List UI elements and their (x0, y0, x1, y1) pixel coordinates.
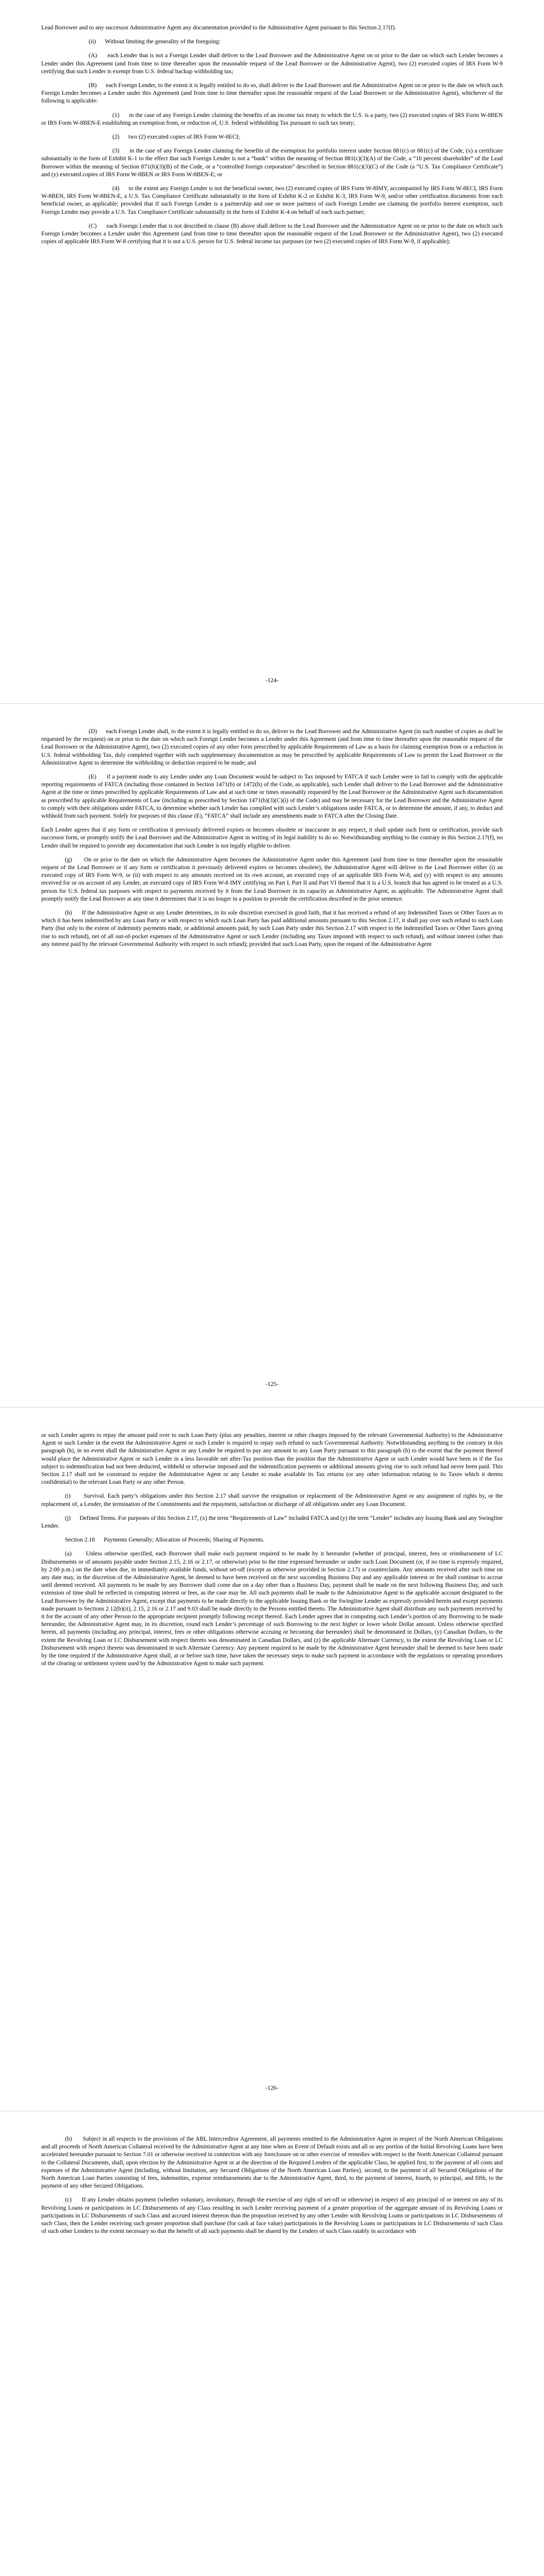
document-page-125 (0, 704, 544, 1407)
paragraph: (D) each Foreign Lender shall, to the extent it is legally entitled to do so, deliver to the Lead Borrower and the Administrative Agent (in such number of copies as shall be requested by the recipient) on or prior to the date on which such Foreign Lender becomes a Lender under this Agreement (and from time to time thereafter upon the reasonable request of the Lead Borrower or the Administrative Agent), two (2) executed copies of any other form prescribed by applicable Requirements of Law as a basis for claiming exemption from or a reduction in U.S. federal withholding Tax, duly completed together with such supplementary documentation as may be prescribed by applicable Requirements of Law to permit the Lead Borrower or the Administrative Agent to determine the withholding or deduction required to be made; and (41, 728, 503, 766)
section-heading: Section 2.18 Payments Generally; Allocation of Proceeds; Sharing of Payments. (65, 1536, 265, 1544)
paragraph: (c) If any Lender obtains payment (whether voluntary, involuntary, through the exercise of any right of set-off or otherwise) in respect of any principal of or interest on any of its Revolving Loans or participations in LC Disbursements of any Class resulting in such Lender receiving payment of a greater proportion of the aggregate amount of its Revolving Loans or participations in LC Disbursements of such Class and accrued interest thereon than the proportion received by any other Lender with Revolving Loans or participations in LC Disbursements of such Class, then the Lender receiving such greater proportion shall purchase (for cash at face value) participations in the Revolving Loans or participations in LC Disbursements of such Class of such other Lenders to the extent necessary so that the benefit of all such payments shall be shared by the Lenders of such Class ratably in accordance with (41, 2196, 503, 2235)
paragraph: Each Lender agrees that if any form or certification it previously delivered expires or becomes obsolete or inaccurate in any respect, it shall update such form or certification, provide such successor form, or promptly notify the Lead Borrower and the Administrative Agent in writing of its legal inability to do so. Notwithstanding anything to the contrary in this Section 2.17(f), no Lender shall be required to provide any documentation that such Lender is not legally eligible to deliver. (41, 826, 503, 849)
document-page-127 (0, 2111, 544, 2576)
document-page-124 (0, 0, 544, 703)
paragraph: (a) Unless otherwise specified, each Borrower shall make each payment required to be made by it hereunder (whether of principal, interest, fees or reimbursement of LC Disbursements or of amounts payable under Section 2.15, 2.16 or 2.17, or otherwise) prior to the time expressed hereunder or under such Loan Document (or, if no time is expressly required, by 2:00 p.m.) on the date when due, in immediately available funds, without set-off (except as otherwise provided in Section 2.17) or counterclaim. Any amounts received after such time on any date may, in the discretion of the Administrative Agent, be deemed to have been received on the next succeeding Business Day and any applicable interest or fee shall continue to accrue until deemed received. All payments to be made by any Borrower shall come due on a day other than a Business Day, payment shall be made on the next following Business Day, and such extension of time shall be reflected in computing interest or fees, as the case may be. All such payments shall be made to the Administrative Agent to the applicable account designated to the Lead Borrower by the Administrative Agent, except that payments to be made directly to the applicable Issuing Bank or the Swingline Lender as expressly provided herein and except payments made pursuant to Sections 2.12(b)(ii), 2.15, 2.16 or 2.17 and 9.03 shall be made directly to the Persons entitled thereto. The Administrative Agent shall distribute any such payments received by it for the account of any other Person to the appropriate recipient promptly following receipt thereof. Each Lender agrees that in computing such Lender’s portion of any Borrowing to be made hereunder, the Administrative Agent may, in its discretion, round each Lender’s percentage of such Borrowing to the next higher or lower whole Dollar amount. Unless otherwise specified herein, all payments (including any principal, interest, fees or other obligations otherwise accruing or becoming due hereunder) shall be denominated in Dollars, (y) Canadian Dollars, to the extent the Revolving Loan or LC Disbursement with respect thereto was denominated in Canadian Dollars, and (z) the applicable Alternate Currency, to the extent the Revolving Loan or LC Disbursement with respect thereto was denominated in such Alternate Currency. Any payment required to be made by the Administrative Agent hereunder shall be deemed to have been made by the time required if the Administrative Agent shall, at or before such time, have taken the necessary steps to make such payment in accordance with the regulations or operating procedures of the clearing or settlement system used by the Administrative Agent to make such payment. (41, 1550, 503, 1667)
paragraph: (b) Subject in all respects to the provisions of the ABL Intercreditor Agreement, all payments remitted to the Administrative Agent in respect of the North American Obligations and all proceeds of North American Collateral received by the Administrative Agent at any time when an Event of Default exists and all or any portion of the Initial Revolving Loans have been accelerated hereunder pursuant to Section 7.01 or otherwise received in connection with any foreclosure on or other exercise of remedies with respect to the North American Collateral pursuant to the Collateral Documents, shall, upon election by the Administrative Agent or at the direction of the Required Lenders of the applicable Class, be applied first, to the payment of all costs and expenses of the Administrative Agent (including, without limitation, any Secured Obligations of the North American Loan Parties), second, to the payment of all Secured Obligations of the North American Loan Parties consisting of fees, indemnities, expense reimbursements due to the Administrative Agent, third, to the payment of interest, fourth, to principal, and fifth, to the payment of any other Secured Obligations. (41, 2136, 503, 2190)
paragraph: (E) if a payment made to any Lender under any Loan Document would be subject to Tax imposed by FATCA if such Lender were to fail to comply with the applicable reporting requirements of FATCA (including those contained in Section 1471(b) or 1472(b) of the Code, as applicable), such Lender shall deliver to the Lead Borrower and the Administrative Agent at the time or times prescribed by applicable Requirements of Law and at such time or times reasonably requested by the Lead Borrower or the Administrative Agent such documentation as prescribed by applicable Requirements of Law (including as prescribed by Section 1471(b)(3)(C)(i) of the Code) and may be necessary for the Lead Borrower and the Administrative Agent to comply with their obligations under FATCA, to determine whether such Lender has complied with such Lender’s obligations under FATCA, or to determine the amount, if any, to deduct and withhold from such payment. Solely for purposes of this clause (E), “FATCA” shall include any amendments made to FATCA after the Closing Date. (41, 773, 503, 820)
page-number: -124- (265, 677, 279, 684)
document-page-126 (0, 1408, 544, 2111)
paragraph: (1) in the case of any Foreign Lender claiming the benefits of an income tax treaty to which the U.S. is a party, two (2) executed copies of IRS Form W-8BEN or IRS Form W-8BEN-E establishing an exemption from, or reduction of, U.S. federal withholding Tax pursuant to such tax treaty; (41, 111, 503, 126)
paragraph: (C) each Foreign Lender that is not described in clause (B) above shall deliver to the Lead Borrower and the Administrative Agent on or prior to the date on which such Foreign Lender becomes a Lender under this Agreement (and from time to time thereafter upon the reasonable request of the Lead Borrower or the Administrative Agent), two (2) executed copies of applicable IRS Form W-8 certifying that it is not a U.S. person for U.S. federal income tax purposes (or two (2) executed copies of IRS Form W-9, if applicable); (41, 222, 503, 245)
page-text (41, 1431, 503, 1673)
paragraph: (3) in the case of any Foreign Lender claiming the benefits of the exemption for portfolio interest under Section 881(c) or 881(c) of the Code, (x) a certificate substantially in the form of Exhibit K-1 to the effect that such Foreign Lender is not a “bank” within the meaning of Section 881(c)(3)(A) of the Code, a “10 percent shareholder” of the Lead Borrower within the meaning of Section 871(h)(3)(B) of the Code, or a “controlled foreign corporation” described in Section 881(c)(3)(C) of the Code (a “U.S. Tax Compliance Certificate”) and (y) executed copies of IRS Form W-8BEN or IRS Form W-8BEN-E; or (41, 147, 503, 178)
paragraph: or such Lender agrees to repay the amount paid over to such Loan Party (plus any penalties, interest or other charges imposed by the relevant Governmental Authority) to the Administrative Agent or such Lender in the event the Administrative Agent or such Lender is required to repay such refund to such Governmental Authority. Notwithstanding anything to the contrary in this paragraph (h), in no event shall the Administrative Agent or any Lender be required to pay any amount to any Loan Party pursuant to this paragraph (h) to the extent that the payment thereof would place the Administrative Agent or such Lender in a less favorable net after-Tax position than the position that the Administrative Agent or such Lender would have been in if the Tax subject to indemnification had not been deducted, withheld or otherwise imposed and the indemnification payments or additional amounts giving rise to such refund had never been paid. This Section 2.17 shall not be construed to require the Administrative Agent or any Lender to make available its Tax returns (or any other information relating to its Taxes which it deems confidential) to the relevant Loan Party or any other Person. (41, 1432, 503, 1486)
paragraph: (B) each Foreign Lender, to the extent it is legally entitled to do so, shall deliver to the Lead Borrower and the Administrative Agent on or prior to the date on which such Foreign Lender becomes a Lender under this Agreement (and from time to time thereafter upon the reasonable request of the Lead Borrower or the Administrative Agent), whichever of the following is applicable: (41, 82, 503, 105)
paragraph: (j) Defined Terms. For purposes of this Section 2.17, (x) the term “Requirements of Law” included FATCA and (y) the term “Lender” includes any Issuing Bank and any Swingline Lender. (41, 1514, 503, 1530)
paragraph: (A) each Lender that is not a Foreign Lender shall deliver to the Lead Borrower and the Administrative Agent on or prior to the date on which such Lender becomes a Lender under this Agreement (and from time to time thereafter upon the reasonable request of the Lead Borrower or the Administrative Agent), two (2) executed copies of IRS Form W-9 certifying that such Lender is exempt from U.S. federal backup withholding tax; (41, 52, 503, 75)
paragraph: (g) On or prior to the date on which the Administrative Agent becomes the Administrative Agent under this Agreement (and from time to time thereafter upon the reasonable request of the Lead Borrower or if any form or certification it previously delivered expires or becomes obsolete), the Administrative Agent will deliver to the Lead Borrower either (i) an executed copy of IRS Form W-9, or (ii) with respect to any amounts received on its own account, an executed copy of an applicable IRS Form W-8, and (y) with respect to any amounts received for or on account of any Lender, an executed copy of IRS Form W-8 IMY certifying on Part I, Part II and Part VI thereof that it is a U.S. branch that has agreed to be treated as a U.S. person for U.S. federal tax purposes with respect to payments received by it from the Lead Borrower in its capacity as Administrative Agent, as applicable. The Administrative Agent shall promptly notify the Lead Borrower at any time it determines that it is no longer in a position to provide the certification described in the prior sentence. (41, 856, 503, 902)
paragraph: (4) to the extent any Foreign Lender is not the beneficial owner, two (2) executed copies of IRS Form W-8IMY, accompanied by IRS Form W-8ECI, IRS Form W-8BEN, IRS Form W-8BEN-E, a U.S. Tax Compliance Certificate substantially in the form of Exhibit K-2 or Exhibit K-3, IRS Form W-9, and/or other certification documents from each beneficial owner, as applicable; provided that if such Foreign Lender is a partnership and one or more partners of such Foreign Lender are claiming the portfolio interest exemption, such Foreign Lender may provide a U.S. Tax Compliance Certificate substantially in the form of Exhibit K-4 on behalf of each such partner; (41, 185, 503, 215)
page-number: -126- (265, 2084, 279, 2091)
paragraph: (ii) Without limiting the generality of the foregoing: (89, 38, 221, 45)
paragraph: (i) Survival. Each party’s obligations under this Section 2.17 shall survive the resignation or replacement of the Administrative Agent or any assignment of rights by, or the replacement of, a Lender, the termination of the Commitments and the repayment, satisfaction or discharge of all obligations under any Loan Document. (41, 1493, 503, 1507)
paragraph: (2) two (2) executed copies of IRS Form W-8ECI; (112, 133, 240, 141)
paragraph: (h) If the Administrative Agent or any Lender determines, in its sole discretion exercised in good faith, that it has received a refund of any Indemnified Taxes or Other Taxes as to which it has been indemnified by any Loan Party or with respect to which such Loan Party has paid additional amounts pursuant to this Section 2.17, it shall pay over such refund to such Loan Party (but only to the extent of indemnity payments made, or additional amounts paid, by such Loan Party under this Section 2.17 with respect to the Indemnified Taxes or Other Taxes giving rise to such refund), net of all out-of-pocket expenses of the Administrative Agent or such Lender (including any Taxes imposed with respect to such refund), and without interest (other than any interest paid by the relevant Governmental Authority with respect to such refund); provided that such Loan Party, upon the request of the Administrative Agent (41, 909, 503, 947)
page-text (41, 24, 503, 251)
page-text (41, 727, 503, 954)
page-text (41, 2135, 503, 2241)
page-number: -125- (265, 1381, 279, 1387)
paragraph: Lead Borrower and to any successor Administrative Agent any documentation provided to the Administrative Agent pursuant to this Section 2.17(f). (41, 24, 397, 31)
